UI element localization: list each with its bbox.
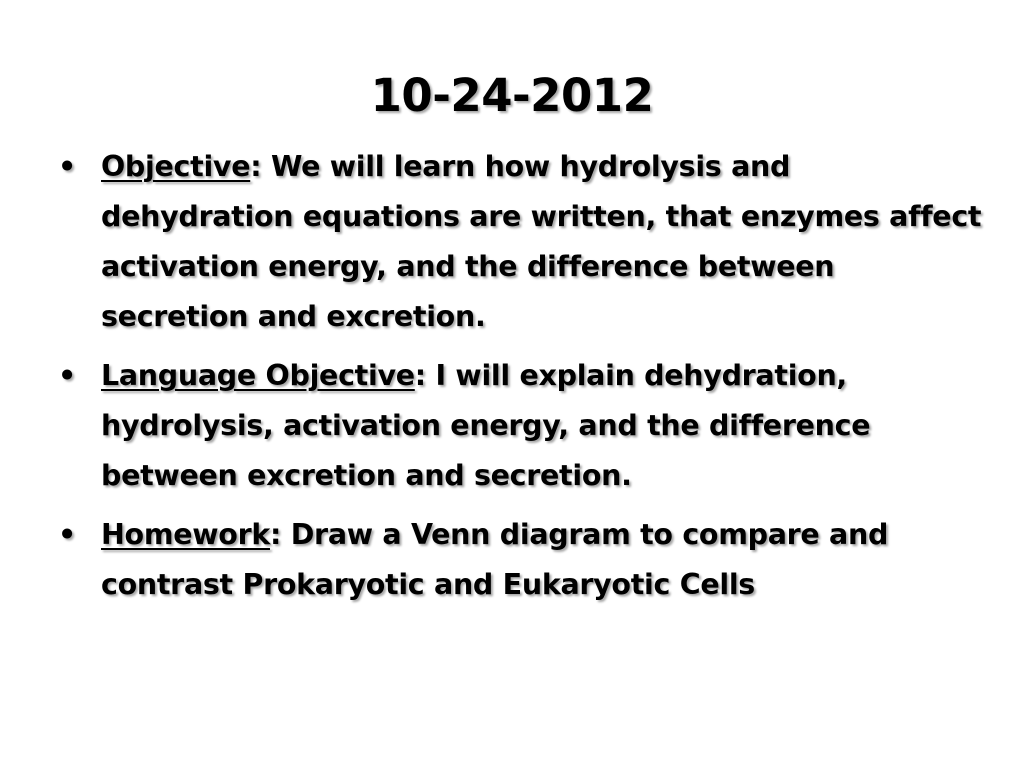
homework-text: : Draw a Venn diagram to compare and contrast Prokaryotic and Eukaryotic Cells <box>101 518 889 601</box>
homework-term: Homework <box>101 518 270 551</box>
bullet-dot-icon: • <box>58 518 76 551</box>
bullet-objective <box>56 142 986 342</box>
bullet-language-objective <box>56 351 986 501</box>
bullet-list <box>56 142 986 619</box>
slide-title: 10-24-2012 <box>370 69 654 122</box>
bullet-homework <box>56 510 986 610</box>
objective-term: Objective <box>101 150 251 183</box>
language-objective-text: : I will explain dehydration, hydrolysis, activation energy, and the difference between excretion and secretion. <box>101 359 871 492</box>
objective-text: : We will learn how hydrolysis and dehydration equations are written, that enzymes affect activation energy, and the difference between secretion and excretion. <box>101 150 982 333</box>
bullet-dot-icon: • <box>58 359 76 392</box>
bullet-dot-icon: • <box>58 150 76 183</box>
language-objective-term: Language Objective <box>101 359 415 392</box>
